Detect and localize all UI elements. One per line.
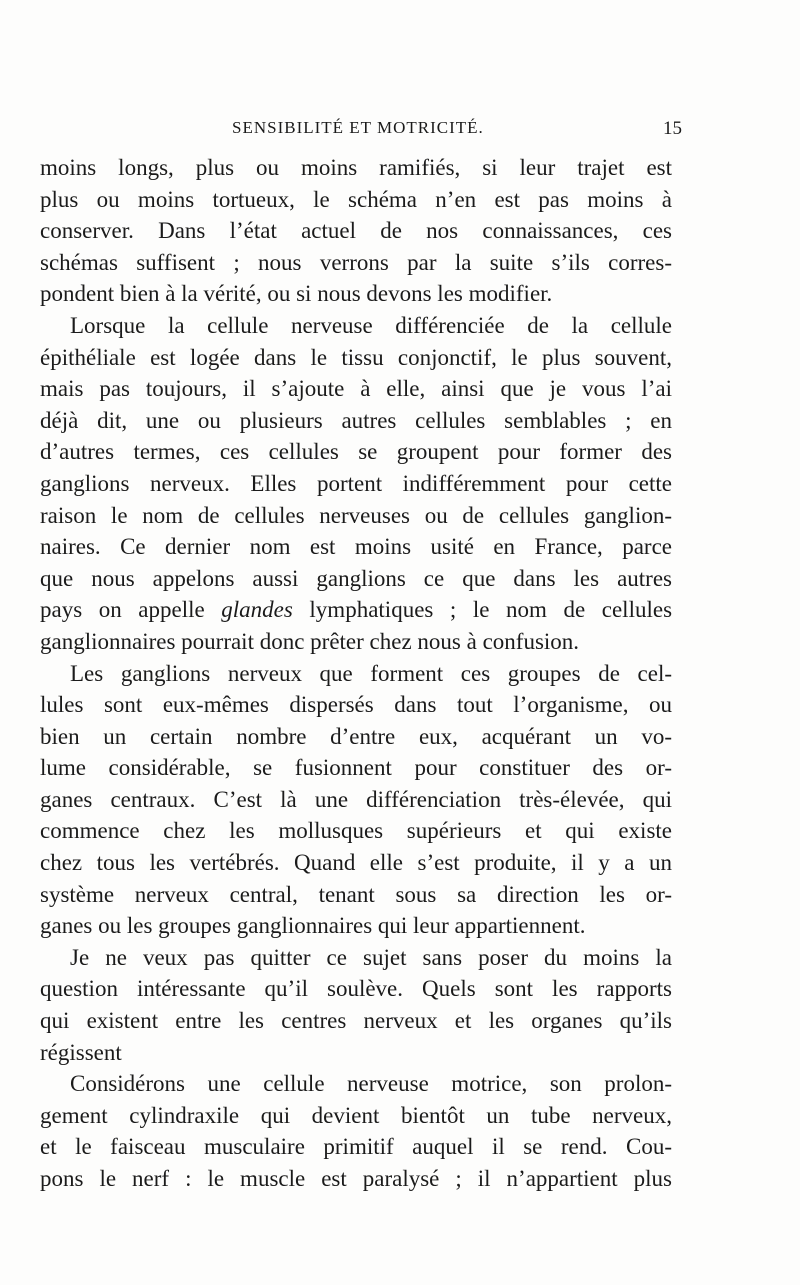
text-line: schémas suffisent ; nous verrons par la suite s’ils corres- (40, 249, 672, 275)
text-line: gement cylindraxile qui devient bientôt un tube nerveux, (40, 1102, 672, 1128)
text-line: bien un certain nombre d’entre eux, acquérant un vo- (40, 723, 672, 749)
body-text (40, 152, 672, 1195)
text-line: raison le nom de cellules nerveuses ou de cellules ganglion- (40, 502, 672, 528)
text-line: question intéressante qu’il soulève. Quels sont les rapports (40, 976, 672, 1002)
text-line: et le faisceau musculaire primitif auquel il se rend. Cou- (40, 1134, 672, 1160)
text-line: lules sont eux-mêmes dispersés dans tout l’organisme, ou (40, 692, 672, 718)
text-line (40, 594, 672, 626)
text-line: Je ne veux pas quitter ce sujet sans poser du moins la (70, 944, 672, 970)
text-line: ganglionnaires pourrait donc prêter chez nous à confusion. (40, 628, 580, 654)
text-line: mais pas toujours, il s’ajoute à elle, ainsi que je vous l’ai (40, 376, 672, 402)
text-line: chez tous les vertébrés. Quand elle s’est produite, il y a un (40, 850, 672, 876)
text-line: plus ou moins tortueux, le schéma n’en est pas moins à (40, 186, 672, 212)
text-line: qui existent entre les centres nerveux et les organes qu’ils (40, 1008, 672, 1034)
text-line: épithéliale est logée dans le tissu conjonctif, le plus souvent, (40, 344, 672, 370)
text-line: conserver. Dans l’état actuel de nos connaissances, ces (40, 218, 672, 244)
text-line: pondent bien à la vérité, ou si nous devons les modifier. (40, 281, 553, 307)
text-line: moins longs, plus ou moins ramifiés, si leur trajet est (40, 155, 672, 180)
page-number: 15 (663, 118, 682, 139)
running-title: SENSIBILITÉ ET MOTRICITÉ. (232, 118, 484, 137)
italic-word: glandes (221, 597, 293, 623)
text-line: que nous appelons aussi ganglions ce que dans les autres (40, 565, 672, 591)
text-line: Les ganglions nerveux que forment ces groupes de cel- (70, 660, 672, 686)
text-line: déjà dit, une ou plusieurs autres cellules semblables ; en (40, 407, 672, 433)
text-line: ganglions nerveux. Elles portent indifféremment pour cette (40, 470, 672, 496)
text-line: ganes centraux. C’est là une différenciation très-élevée, qui (40, 786, 672, 812)
text-line: commence chez les mollusques supérieurs et qui existe (40, 818, 672, 844)
text-segment: pays on appelle (40, 597, 205, 623)
text-line: lume considérable, se fusionnent pour constituer des or- (40, 755, 672, 781)
text-line: naires. Ce dernier nom est moins usité en France, parce (40, 534, 672, 560)
running-head (40, 118, 680, 146)
text-line: d’autres termes, ces cellules se groupent pour former des (40, 439, 672, 465)
text-line: pons le nerf : le muscle est paralysé ; il n’appartient plus (40, 1166, 672, 1191)
text-line: ganes ou les groupes ganglionnaires qui leur appartiennent. (40, 913, 586, 939)
text-line: système nerveux central, tenant sous sa direction les or- (40, 881, 672, 907)
text-line: régissent (40, 1039, 122, 1065)
text-line: Considérons une cellule nerveuse motrice, son prolon- (70, 1071, 672, 1097)
text-segment: lymphatiques ; le nom de cellules (309, 597, 673, 623)
text-line: Lorsque la cellule nerveuse différenciée de la cellule (70, 312, 672, 338)
